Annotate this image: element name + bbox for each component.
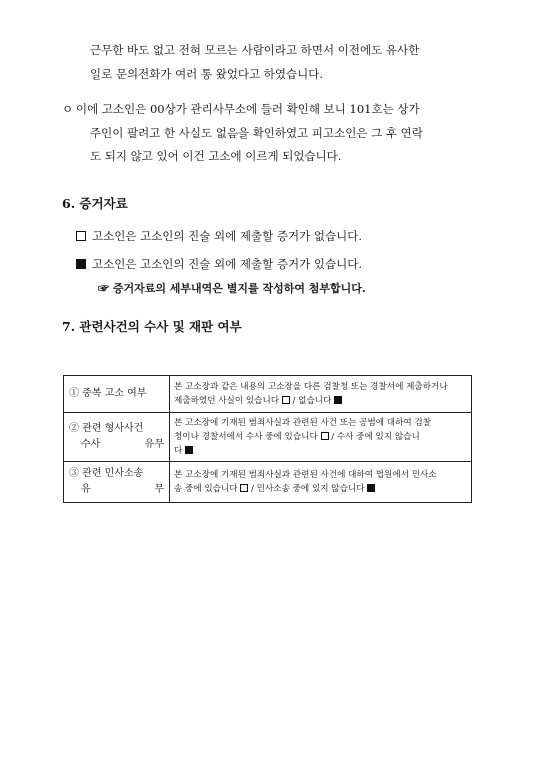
paragraph-2-line-1: 이에 고소인은 00상가 관리사무소에 들러 확인해 보니 101호는 상가 xyxy=(76,102,420,116)
row-label-criminal-case: ② 관련 형사사건 수사 유무 xyxy=(64,413,170,462)
evidence-option-none[interactable] xyxy=(76,226,362,246)
checkbox-checked-icon[interactable] xyxy=(76,259,86,269)
table-row xyxy=(64,376,472,413)
row-content-criminal-case: 본 고소장에 기재된 범죄사실과 관련된 사건 또는 공범에 대하여 검찰 청이나 경찰서에서 수사 중에 있습니다 / 수사 중에 있지 않습니 다 xyxy=(170,413,472,462)
row-label-duplicate-complaint: ① 중복 고소 여부 xyxy=(64,376,170,413)
checkbox-empty-icon[interactable] xyxy=(321,432,329,440)
paragraph-1-line-2: 일로 문의전화가 여러 통 왔었다고 하였습니다. xyxy=(90,67,324,81)
row-label-civil-suit: ③ 관련 민사소송 유 무 xyxy=(64,462,170,503)
table-row xyxy=(64,462,472,503)
checkbox-empty-icon[interactable] xyxy=(76,231,86,241)
checkbox-empty-icon[interactable] xyxy=(282,396,290,404)
checkbox-checked-icon[interactable] xyxy=(334,396,342,404)
related-cases-table xyxy=(63,375,472,503)
bullet-marker: ㅇ xyxy=(62,102,74,116)
row-content-duplicate-complaint: 본 고소장과 같은 내용의 고소장을 다른 검찰청 또는 경찰서에 제출하거나 제출하였던 사실이 있습니다 / 없습니다 xyxy=(170,376,472,413)
evidence-option-exists-label: 고소인은 고소인의 진술 외에 제출할 증거가 있습니다. xyxy=(92,257,362,271)
paragraph-2-line-3: 도 되지 않고 있어 이건 고소에 이르게 되었습니다. xyxy=(90,149,342,163)
checkbox-checked-icon[interactable] xyxy=(367,484,375,492)
pointing-hand-icon: ☞ xyxy=(98,282,109,295)
table-row xyxy=(64,413,472,462)
evidence-option-none-label: 고소인은 고소인의 진술 외에 제출할 증거가 없습니다. xyxy=(92,229,362,243)
section-7-title: 7. 관련사건의 수사 및 재판 여부 xyxy=(62,319,242,334)
paragraph-2-line-2: 주인이 팔려고 한 사실도 없음을 확인하였고 피고소인은 그 후 연락 xyxy=(90,126,423,140)
row-content-civil-suit: 본 고소장에 기재된 범죄사실과 관련된 사건에 대하여 법원에서 민사소 송 중에 있습니다 / 민사소송 중에 있지 않습니다 xyxy=(170,462,472,503)
evidence-note xyxy=(98,280,366,296)
section-6-title: 6. 증거자료 xyxy=(62,196,128,211)
evidence-option-exists[interactable] xyxy=(76,254,362,274)
checkbox-checked-icon[interactable] xyxy=(185,446,193,454)
evidence-note-text: 증거자료의 세부내역은 별지를 작성하여 첨부합니다. xyxy=(112,282,366,295)
paragraph-1-line-1: 근무한 바도 없고 전혀 모르는 사람이라고 하면서 이전에도 유사한 xyxy=(90,43,420,57)
